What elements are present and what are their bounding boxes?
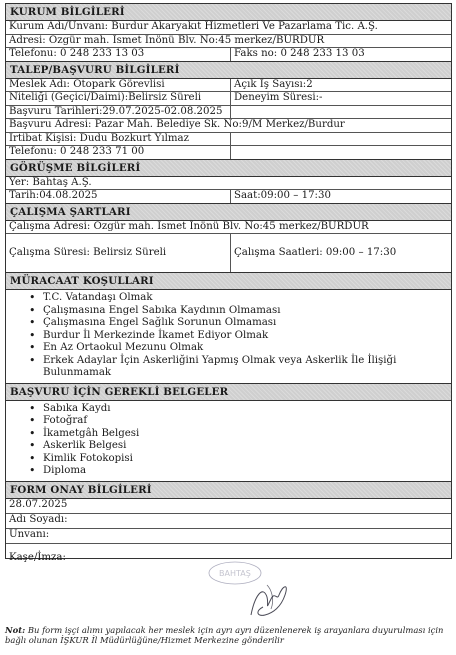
list-item: • Askerlik Belgesi [6,440,451,453]
calisma-header: ÇALIŞMA ŞARTLARI [6,203,451,221]
empty-cell [231,106,451,119]
list-item: • Diploma [6,465,451,478]
onay-kase-imza: Kaşe/İmza: [9,551,66,563]
onay-row-unvan [6,529,451,544]
svg-text:BAHTAŞ: BAHTAŞ [219,569,251,578]
footnote [5,625,451,645]
kurum-address-row [6,35,451,49]
list-item: • Sabıka Kaydı [6,403,451,416]
list-item: • Çalışmasına Engel Sabıka Kaydının Olmaması [6,305,451,318]
calisma-saatleri: Çalışma Saatleri: 09:00 – 17:30 [234,247,397,258]
gorusme-row-2 [6,190,451,203]
talep-header: TALEP/BAŞVURU BİLGİLERİ [6,61,451,79]
muracaat-header: MÜRACAAT KOŞULLARI [6,272,451,290]
onay-row-kase [6,544,451,563]
talep-row-6 [6,146,451,159]
list-item: • Burdur İl Merkezinde İkamet Ediyor Olmak [6,330,451,343]
belgeler-header: BAŞVURU İÇİN GEREKLİ BELGELER [6,383,451,401]
note-text: Bu form işçi alımı yapılacak her meslek için ayrı ayrı düzenlenerek iş arayanlara duyurulması için bağlı olunan İŞKUR İl Müdürlüğüne/Hizmet Merkezine gönderilir [5,625,444,645]
talep-row-5 [6,133,451,147]
list-item: • En Az Ortaokul Mezunu Olmak [6,342,451,355]
gorusme-header: GÖRÜŞME BİLGİLERİ [6,159,451,177]
calisma-row-1 [6,221,451,235]
belgeler-list [6,401,451,481]
niteligi: Niteliği (Geçici/Daimi):Belirsiz Süreli [6,92,231,105]
empty-cell [231,146,451,159]
calisma-row-2 [6,234,451,272]
note-label: Not: [5,625,26,635]
list-item: • İkametgâh Belgesi [6,428,451,441]
talep-row-4 [6,119,451,133]
acik-is-sayisi: Açık İş Sayısı:2 [234,78,313,90]
kurum-phone: Telefonu: 0 248 233 13 03 [6,48,231,61]
job-posting-form [5,3,452,563]
onay-header: FORM ONAY BİLGİLERİ [6,481,451,499]
onay-unvani: Unvanı: [9,528,50,540]
calisma-adresi: Çalışma Adresi: Özgür mah. İsmet İnönü Blv. No:45 merkez/BURDUR [9,220,369,232]
onay-row-tarih [6,499,451,514]
kurum-fax: Faks no: 0 248 233 13 03 [234,48,365,59]
talep-row-3 [6,106,451,120]
empty-cell [231,133,451,146]
kurum-name: Kurum Adı/Unvanı: Burdur Akaryakıt Hizmetleri Ve Pazarlama Tic. A.Ş. [9,21,378,32]
kurum-address: Adresi: Özgür mah. İsmet İnönü Blv. No:45 merkez/BURDUR [9,34,325,46]
basvuru-adresi: Başvuru Adresi: Pazar Mah. Belediye Sk. No:9/M Merkez/Burdur [9,119,345,130]
basvuru-tarihleri: Başvuru Tarihleri:29.07.2025-02.08.2025 [6,106,231,119]
calisma-suresi: Çalışma Süresi: Belirsiz Süreli [6,234,231,272]
list-item: • Kimlik Fotokopisi [6,453,451,466]
gorusme-row-1 [6,177,451,191]
gorusme-saat: Saat:09:00 – 17:30 [234,190,331,201]
list-item: • T.C. Vatandaşı Olmak [6,292,451,305]
onay-adi-soyadi: Adı Soyadı: [9,513,68,525]
kurum-header: KURUM BİLGİLERİ [6,4,451,21]
approval-section [6,498,451,563]
talep-row-1 [6,79,451,93]
list-item: • Çalışmasına Engel Sağlık Sorunun Olmaması [6,317,451,330]
talep-row-2 [6,92,451,106]
gorusme-tarih: Tarih:04.08.2025 [6,190,231,203]
deneyim-suresi: Deneyim Süresi:- [234,92,323,103]
irtibat-kisisi: İrtibat Kişisi: Dudu Bozkurt Yılmaz [6,133,231,146]
onay-tarih: 28.07.2025 [9,498,68,510]
kurum-name-row [6,21,451,35]
onay-row-adi [6,514,451,529]
talep-telefon: Telefonu: 0 248 233 71 00 [6,146,231,159]
meslek-adi: Meslek Adı: Otopark Görevlisi [6,79,231,92]
list-item: • Erkek Adaylar İçin Askerliğini Yapmış Olmak veya Askerlik İle İlişiği Bulunmamak [6,355,451,380]
list-item: • Fotoğraf [6,415,451,428]
gorusme-yer: Yer: Bahtaş A.Ş. [9,176,92,188]
kurum-contact-row [6,48,451,61]
muracaat-list [6,290,451,383]
